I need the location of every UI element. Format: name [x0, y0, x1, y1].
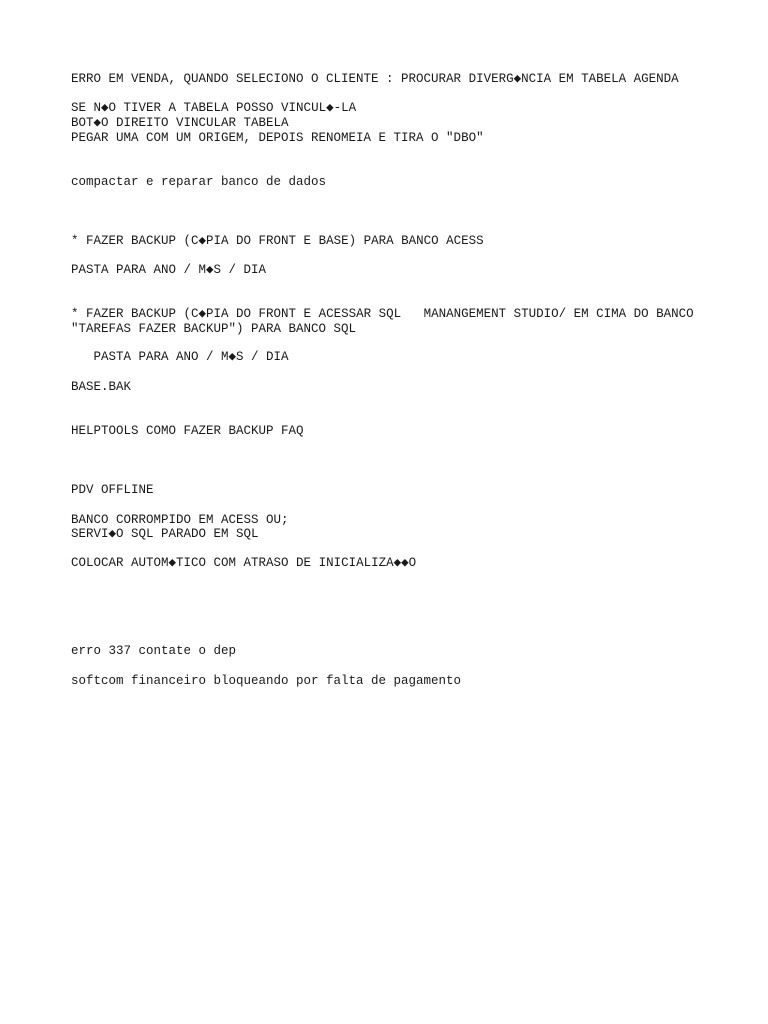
text-line: ERRO EM VENDA, QUANDO SELECIONO O CLIENTE : PROCURAR DIVERG◆NCIA EM TABELA AGENDA — [71, 72, 679, 86]
text-line: compactar e reparar banco de dados — [71, 175, 327, 189]
text-line: erro 337 contate o dep — [71, 644, 237, 658]
text-line: PASTA PARA ANO / M◆S / DIA — [71, 350, 289, 364]
text-line: PASTA PARA ANO / M◆S / DIA — [71, 263, 267, 277]
text-line: PDV OFFLINE — [71, 483, 154, 497]
text-line: PEGAR UMA COM UM ORIGEM, DEPOIS RENOMEIA E TIRA O "DBO" — [71, 131, 484, 145]
text-line: * FAZER BACKUP (C◆PIA DO FRONT E ACESSAR SQL MANANGEMENT STUDIO/ EM CIMA DO BANCO — [71, 307, 694, 321]
text-line: "TAREFAS FAZER BACKUP") PARA BANCO SQL — [71, 322, 357, 336]
text-line: BOT◆O DIREITO VINCULAR TABELA — [71, 116, 289, 130]
text-line: softcom financeiro bloqueando por falta de pagamento — [71, 674, 462, 688]
text-line: BASE.BAK — [71, 380, 132, 394]
text-line: SE N◆O TIVER A TABELA POSSO VINCUL◆-LA — [71, 101, 357, 115]
text-line: HELPTOOLS COMO FAZER BACKUP FAQ — [71, 424, 304, 438]
text-line: BANCO CORROMPIDO EM ACESS OU; — [71, 513, 289, 527]
text-line: SERVI◆O SQL PARADO EM SQL — [71, 527, 259, 541]
text-line: * FAZER BACKUP (C◆PIA DO FRONT E BASE) PARA BANCO ACESS — [71, 234, 484, 248]
text-line: COLOCAR AUTOM◆TICO COM ATRASO DE INICIALIZA◆◆O — [71, 556, 417, 570]
